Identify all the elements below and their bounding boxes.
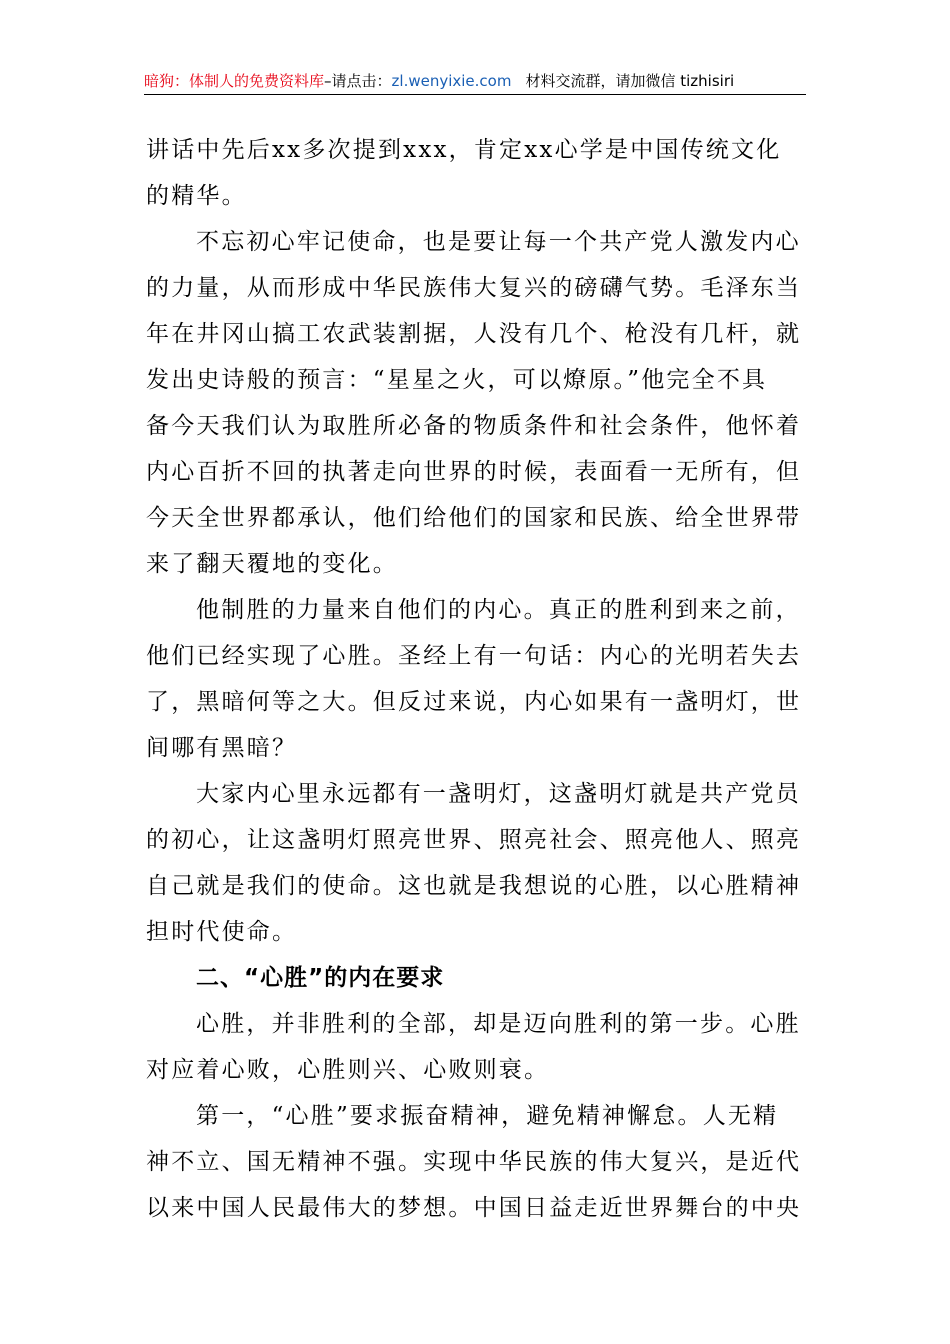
text-line: 心胜，并非胜利的全部，却是迈向胜利的第一步。心胜 bbox=[196, 1011, 801, 1037]
text-line: 的初心，让这盏明灯照亮世界、照亮社会、照亮他人、照亮 bbox=[146, 827, 802, 853]
text-line: 的精华。 bbox=[146, 183, 247, 209]
text-line: 他制胜的力量来自他们的内心。真正的胜利到来之前， bbox=[196, 597, 801, 623]
header-site-link[interactable]: zl.wenyixie.com bbox=[391, 72, 512, 90]
text-line: 来了翻天覆地的变化。 bbox=[146, 551, 398, 577]
text-line: 担时代使命。 bbox=[146, 919, 298, 945]
text-line: 对应着心败，心胜则兴、心败则衰。 bbox=[146, 1057, 550, 1083]
text-line: 今天全世界都承认，他们给他们的国家和民族、给全世界带 bbox=[146, 505, 802, 531]
header-wechat: 材料交流群，请加微信 tizhisiri bbox=[525, 72, 735, 90]
text-line: 年在井冈山搞工农武装割据，人没有几个、枪没有几杆，就 bbox=[146, 321, 802, 347]
text-line: 间哪有黑暗？ bbox=[146, 735, 298, 761]
text-line: 讲话中先后xx多次提到xxx，肯定xx心学是中国传统文化 bbox=[146, 137, 782, 163]
text-line: 自己就是我们的使命。这也就是我想说的心胜，以心胜精神 bbox=[146, 873, 802, 899]
text-line: 他们已经实现了心胜。圣经上有一句话：内心的光明若失去 bbox=[146, 643, 802, 669]
text-line: 不忘初心牢记使命，也是要让每一个共产党人激发内心 bbox=[196, 229, 801, 255]
text-line: 内心百折不回的执著走向世界的时候，表面看一无所有，但 bbox=[146, 459, 802, 485]
text-line: 第一，“心胜”要求振奋精神，避免精神懈怠。人无精 bbox=[196, 1103, 779, 1129]
text-line: 的力量，从而形成中华民族伟大复兴的磅礴气势。毛泽东当 bbox=[146, 275, 802, 301]
document-body bbox=[146, 127, 810, 1231]
text-line: 以来中国人民最伟大的梦想。中国日益走近世界舞台的中央 bbox=[146, 1195, 802, 1221]
page-header bbox=[144, 68, 806, 95]
section-heading: 二、“心胜”的内在要求 bbox=[196, 965, 445, 991]
text-line: 备今天我们认为取胜所必备的物质条件和社会条件，他怀着 bbox=[146, 413, 802, 439]
header-brand: 暗狗：体制人的免费资料库 bbox=[144, 72, 325, 90]
text-line: 了，黑暗何等之大。但反过来说，内心如果有一盏明灯，世 bbox=[146, 689, 802, 715]
text-line: 神不立、国无精神不强。实现中华民族的伟大复兴，是近代 bbox=[146, 1149, 802, 1175]
text-line: 大家内心里永远都有一盏明灯，这盏明灯就是共产党员 bbox=[196, 781, 801, 807]
text-line: 发出史诗般的预言：“星星之火，可以燎原。”他完全不具 bbox=[146, 367, 768, 393]
header-cta: –请点击： bbox=[324, 72, 392, 90]
